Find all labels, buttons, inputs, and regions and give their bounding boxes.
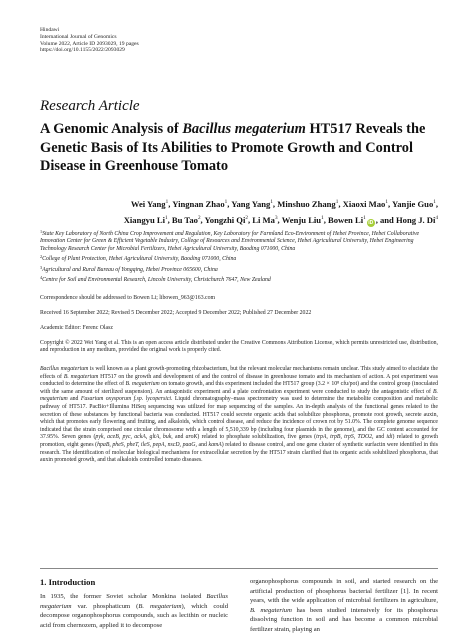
publisher-name: Hindawi	[40, 27, 60, 33]
copyright-notice: Copyright © 2022 Wei Yang et al. This is an open access article distributed under the Creative Commons Attribution License, which permits unrestricted use, distribution, and reproduction in any medium, provided the original work is properly cited.	[40, 340, 438, 354]
author[interactable]: Yingnan Zhao$^1$	[172, 199, 228, 209]
author-list: Wei Yang$^1$, Yingnan Zhao$^1$, Yang Yang$^1$, Minshuo Zhang$^1$, Xiaoxi Mao$^1$, Yanjie Guo$^1$, Xiangyu Li$^1$, Bu Tao$^2$, Yongzhi Qi$^2$, Li Ma$^3$, Wenju Liu$^1$, Bowen Li$^1$iD , and Hong J. Di$^4$	[123, 199, 438, 226]
title-part2: HT517 Reveals the Genetic Basis of Its Abilities to Promote Growth and Control Disease in Greenhouse Tomato	[40, 121, 426, 175]
author[interactable]: Li Ma$^3$	[252, 214, 278, 225]
orcid-icon[interactable]: iD	[368, 219, 374, 226]
article-title	[40, 120, 438, 176]
doi-link[interactable]: https://doi.org/10.1155/2022/2093029	[40, 47, 125, 54]
journal-header	[40, 27, 139, 54]
author[interactable]: Wei Yang$^1$	[130, 199, 169, 209]
author[interactable]: Hong J. Di$^4$	[396, 214, 438, 225]
publication-dates: Received 16 September 2022; Revised 5 December 2022; Accepted 9 December 2022; Published 27 December 2022	[40, 310, 312, 316]
author[interactable]: Wenju Liu$^1$	[281, 214, 324, 225]
intro-paragraph-continued: organophosphorus compounds in soil, and started research on the artificial production of phosphorus bacterial fertilizer [1]. In recent years, with the wide application of microbial fertilizers in agriculture, B. megaterium has been studied intensively for its phosphorus dissolving function in soil and has become a common microbial fertilizer strain, playing an	[250, 578, 438, 633]
volume-line: Volume 2022, Article ID 2093029, 19 pages	[40, 40, 139, 47]
affiliation: $^3$Agricultural and Rural Bureau of Yongqing, Hebei Province 065600, China	[40, 264, 218, 273]
author[interactable]: Yanjie Guo$^1$	[391, 199, 436, 209]
affiliation: $^2$College of Plant Protection, Hebei Agricultural University, Baoding 071000, China	[40, 254, 237, 263]
article-type: Research Article	[40, 98, 140, 114]
section-heading: 1. Introduction	[40, 577, 96, 587]
author[interactable]: Xiangyu Li$^1$	[123, 214, 168, 225]
affiliations	[40, 228, 438, 284]
intro-paragraph: In 1935, the former Soviet scholar Monkina isolated Bacillus megaterium var. phosphaticum (B. megaterium), which could decompose organophosphorus compounds, such as lecithin or nucleic acid from chernozem, applied it to decompose	[40, 593, 229, 629]
title-part1: A Genomic Analysis of	[40, 121, 183, 137]
affiliation: $^4$Centre for Soil and Environmental Research, Lincoln University, Christchurch 7647, New Zealand	[40, 275, 271, 284]
journal-name: International Journal of Genomics	[40, 33, 117, 40]
intro-left-column	[40, 577, 228, 630]
author[interactable]: Yongzhi Qi$^2$	[204, 214, 248, 225]
intro-right-column	[250, 577, 438, 635]
author[interactable]: Minshuo Zhang$^1$	[277, 199, 339, 209]
author[interactable]: Bowen Li$^1$	[327, 214, 366, 225]
author[interactable]: Yang Yang$^1$	[231, 199, 273, 209]
title-species: Bacillus megaterium	[182, 121, 306, 137]
author[interactable]: Xiaoxi Mao$^1$	[342, 199, 388, 209]
affiliation: $^1$State Key Laboratory of North China Crop Improvement and Regulation, Key Laboratory for Farmland Eco-Environment of Hebei Province, Hebei Collaborative Innovation Center for Green & Efficient Vegetable Industry, College of Resources and Environmental Science, Hebei Agricultural University, Hebei Engineering Technology Research Center for Microbial Fertilizers, Hebei Agricultural University, Baoding 071000, China	[40, 229, 420, 252]
correspondence: Correspondence should be addressed to Bowen Li; libowen_963@163.com	[40, 295, 216, 301]
section-divider	[40, 568, 438, 569]
authors-joiner: and	[379, 214, 394, 225]
abstract: Bacillus megaterium is well known as a plant growth-promoting rhizobacterium, but the relevant molecular mechanisms remain unclear. This study aimed to elucidate the effects of B. megaterium HT517 on the growth and development of and the control of disease in greenhouse tomato and its mechanism of action. A pot experiment was conducted to determine the effect of B. megaterium on tomato growth, and this experiment included the HT517 group (3.2 × 10⁸ cfu/pot) and the control group (inoculated with the same amount of sterilized suspension). An antagonistic experiment and a plate confrontation experiment were conducted to study the antagonistic effect of B. megaterium and Fusarium oxysporum f.sp. lycopersici. Liquid chromatography–mass spectrometry was used to determine the metabolite composition and metabolic pathway of HT517. PacBio+Illumina HiSeq sequencing was utilized for map sequencing of the samples. An in-depth analysis of the functional genes related to the secretion of these substances by functional bacteria was conducted. HT517 could secrete organic acids that solubilize phosphorus, promote root growth, secrete auxin, which that promotes early flowering and fruiting, and alkaloids, which control disease, and reduce the incidence of crown rot by 51.0%. The complete genome sequence indicated that the strain comprised one circular chromosome with a length of 5,510,339 bp (including four plasmids in the genome), and the GC content accounted for 37.95%. Seven genes (pyk, aceB, pyc, ackA, gltA, buk, and aroK) related to phosphate solubilization, five genes (trpA, trpB, trpS, TDO2, and idi) related to growth promotion, eight genes (hpaB, pheS, pheT, ileS, pepA, nscD, paaG, and kamA) related to disease control, and one gene cluster of synthetic surfactin were identified in this research. The identification of molecular biological mechanisms for extracellular secretion by the HT517 strain clarified that its organic acids solubilized phosphorus, that auxin promoted growth, and that alkaloids controlled tomato diseases.	[40, 366, 439, 464]
author[interactable]: Bu Tao$^2$	[171, 214, 201, 225]
academic-editor: Academic Editor: Ferenc Olasz	[40, 325, 113, 331]
